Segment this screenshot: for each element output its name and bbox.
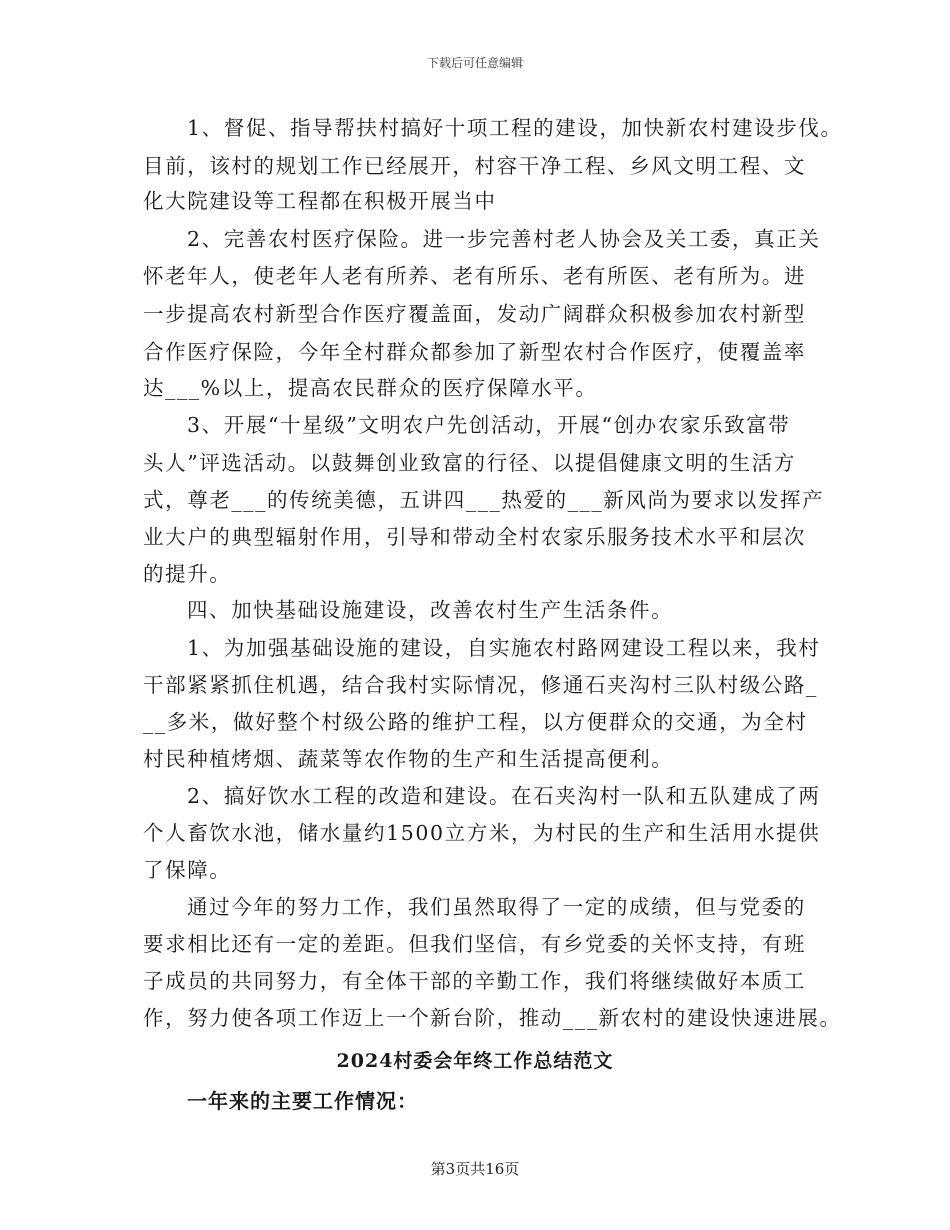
text-line: 了保障。 xyxy=(143,858,232,882)
text-line: 2、完善农村医疗保险。进一步完善村老人协会及关工委，真正关 xyxy=(187,227,821,251)
text-line: 3、开展“十星级”文明农户先创活动，开展“创办农家乐致富带 xyxy=(187,413,791,437)
text-line: 作，努力使各项工作迈上一个新台阶，推动___新农村的建设快速进展。 xyxy=(143,1006,842,1030)
text-line: __多米，做好整个村级公路的维护工程，以方便群众的交通，为全村 xyxy=(143,710,808,734)
text-line: 化大院建设等工程都在积极开展当中 xyxy=(143,189,497,213)
section-title: 2024村委会年终工作总结范文 xyxy=(336,1050,614,1072)
text-line: 要求相比还有一定的差距。但我们坚信，有乡党委的关怀支持，有班 xyxy=(143,932,806,956)
text-line: 2、搞好饮水工程的改造和建设。在石夹沟村一队和五队建成了两 xyxy=(187,784,821,808)
text-line: 1、督促、指导帮扶村搞好十项工程的建设，加快新农村建设步伐。 xyxy=(187,116,843,140)
text-line: 村民种植烤烟、蔬菜等农作物的生产和生活提高便利。 xyxy=(143,747,674,771)
page-footer: 第3页共16页 xyxy=(430,1160,520,1178)
text-line: 通过今年的努力工作，我们虽然取得了一定的成绩，但与党委的 xyxy=(187,895,806,919)
text-line: 达___%以上，提高农民群众的医疗保障水平。 xyxy=(143,376,598,400)
text-line: 干部紧紧抓住机遇，结合我村实际情况，修通石夹沟村三队村级公路_ xyxy=(143,673,818,697)
text-line: 个人畜饮水池，储水量约1500立方米，为村民的生产和生活用水提供 xyxy=(143,821,821,845)
text-line: 式，尊老___的传统美德，五讲四___热爱的___新风尚为要求以发挥产 xyxy=(143,488,825,512)
text-line: 怀老年人，使老年人老有所养、老有所乐、老有所医、老有所为。进 xyxy=(143,264,806,288)
page-header: 下载后可任意编辑 xyxy=(426,56,523,70)
text-line: 1、为加强基础设施的建设，自实施农村路网建设工程以来，我村 xyxy=(187,636,821,660)
text-line: 目前，该村的规划工作已经展开，村容干净工程、乡风文明工程、文 xyxy=(143,154,806,178)
text-line: 的提升。 xyxy=(143,562,232,586)
text-line: 头人”评选活动。以鼓舞创业致富的行径、以提倡健康文明的生活方 xyxy=(143,451,796,475)
text-line: 业大户的典型辐射作用，引导和带动全村农家乐服务技术水平和层次 xyxy=(143,525,806,549)
text-line: 四、加快基础设施建设，改善农村生产生活条件。 xyxy=(187,598,674,622)
text-line: 合作医疗保险，今年全村群众都参加了新型农村合作医疗，使覆盖率 xyxy=(143,340,806,364)
subheading: 一年来的主要工作情况： xyxy=(187,1089,418,1113)
text-line: 一步提高农村新型合作医疗覆盖面，发动广阔群众积极参加农村新型 xyxy=(143,302,806,326)
text-line: 子成员的共同努力，有全体干部的辛勤工作，我们将继续做好本质工 xyxy=(143,969,806,993)
